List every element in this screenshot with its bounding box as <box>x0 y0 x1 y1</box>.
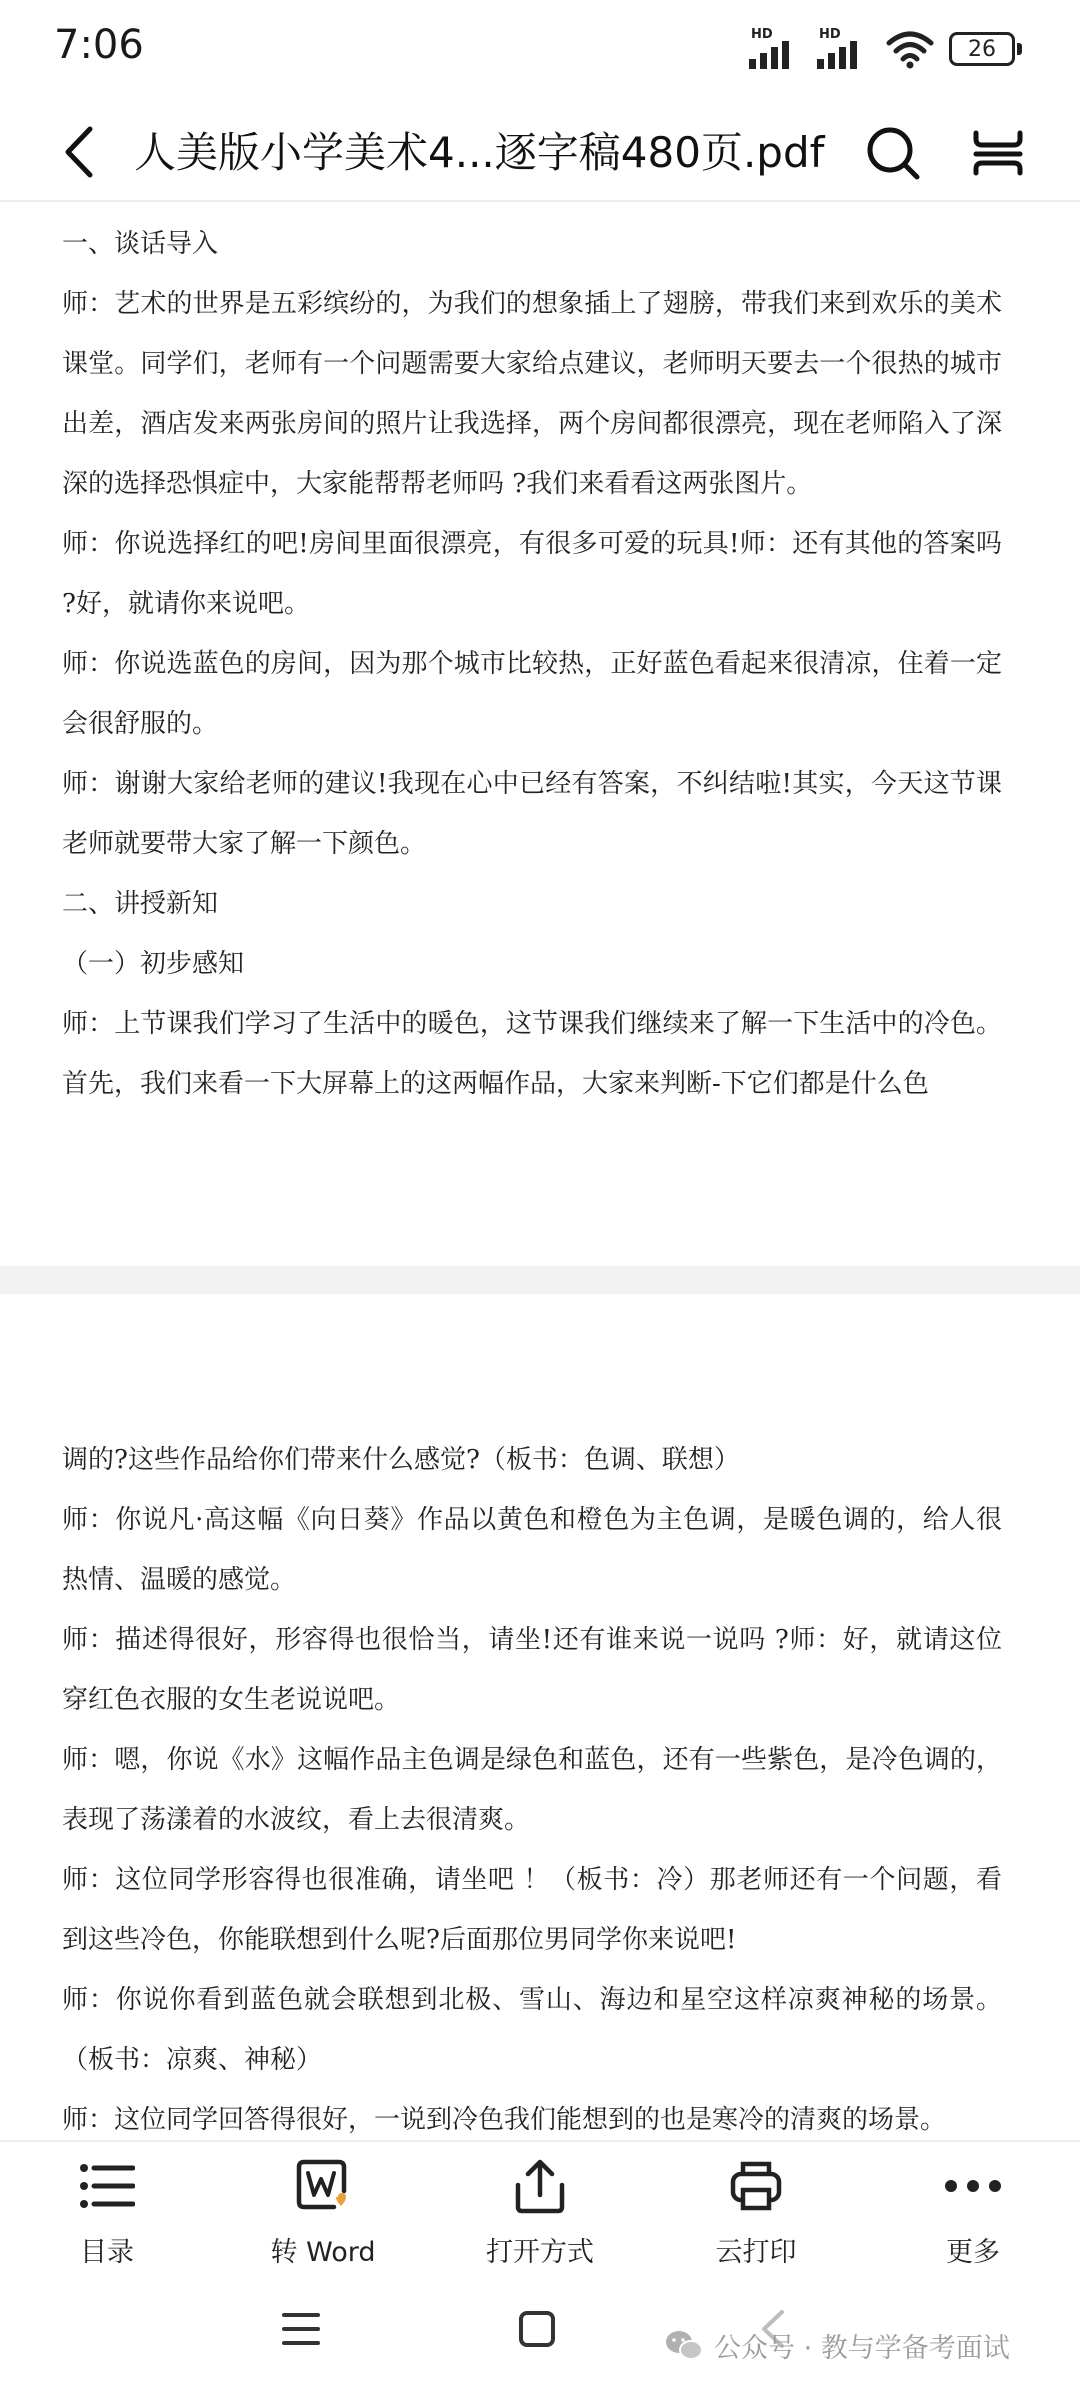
toolbar-label: 云打印 <box>715 2237 797 2268</box>
printer-icon <box>727 2158 785 2214</box>
document-paragraph: 师：嗯，你说《水》这幅作品主色调是绿色和蓝色，还有一些紫色，是冷色调的，表现了荡漾着的水波纹，看上去很清爽。 <box>62 1745 1002 1835</box>
recents-button[interactable] <box>266 2294 336 2364</box>
toolbar-label: 转 Word <box>270 2237 376 2268</box>
title-bar <box>0 100 1080 202</box>
document-paragraph: 师：这位同学回答得很好，一说到冷色我们能想到的也是寒冷的清爽的场景。 <box>62 2105 947 2135</box>
document-paragraph: 师：艺术的世界是五彩缤纷的，为我们的想象插上了翅膀，带我们来到欢乐的美术课堂。同学们，老师有一个问题需要大家给点建议，老师明天要去一个很热的城市出差，酒店发来两张房间的照片让我选择，两个房间都很漂亮，现在老师陷入了深深的选择恐惧症中，大家能帮帮老师吗 ?我们来看看这两张图片。 <box>62 289 1002 499</box>
watermark-text: 公众号 · 教与学备考面试 <box>714 2333 1010 2364</box>
document-paragraph: 师：这位同学形容得也很准确，请坐吧 ！（板书：冷）那老师还有一个问题，看到这些冷色，你能联想到什么呢?后面那位男同学你来说吧! <box>62 1865 1002 1955</box>
signal-icon <box>749 29 803 69</box>
document-title: 人美版小学美术4...逐字稿480页.pdf <box>134 128 825 177</box>
more-dots-icon <box>943 2178 1003 2194</box>
share-icon <box>512 2157 568 2215</box>
search-icon <box>865 125 921 181</box>
toolbar-label: 更多 <box>946 2237 1000 2268</box>
menu-button[interactable] <box>966 122 1030 184</box>
document-paragraph: 二、讲授新知 <box>62 889 219 919</box>
document-paragraph: （一）初步感知 <box>62 949 245 979</box>
status-time: 7:06 <box>54 22 144 68</box>
list-icon <box>79 2161 135 2211</box>
toolbar-label: 目录 <box>80 2237 134 2268</box>
system-nav-bar <box>0 2270 1080 2401</box>
more-button[interactable] <box>883 2142 1063 2272</box>
page-separator <box>0 1266 1080 1294</box>
search-button[interactable] <box>862 122 924 184</box>
battery-level: 26 <box>968 36 996 62</box>
network-type-label: HD <box>751 27 773 42</box>
document-page[interactable] <box>0 202 1080 1266</box>
document-paragraph: 师：上节课我们学习了生活中的暖色，这节课我们继续来了解一下生活中的冷色。首先，我们来看一下大屏幕上的这两幅作品，大家来判断-下它们都是什么色 <box>62 1009 1002 1099</box>
menu-icon <box>972 127 1024 179</box>
document-paragraph: 师：你说你看到蓝色就会联想到北极、雪山、海边和星空这样凉爽神秘的场景。（板书：凉爽、神秘） <box>62 1985 1002 2075</box>
watermark <box>664 2326 1010 2365</box>
cloud-print-button[interactable] <box>666 2142 846 2272</box>
wifi-icon <box>885 29 935 69</box>
bottom-toolbar <box>0 2140 1080 2272</box>
convert-word-button[interactable] <box>233 2142 413 2272</box>
status-icons <box>749 26 1022 72</box>
document-paragraph: 师：你说选蓝色的房间，因为那个城市比较热，正好蓝色看起来很清凉，住着一定会很舒服的。 <box>62 649 1002 739</box>
document-paragraph: 师：描述得很好，形容得也很恰当，请坐!还有谁来说一说吗 ?师：好，就请这位穿红色衣服的女生老说说吧。 <box>62 1625 1002 1715</box>
battery-icon <box>949 32 1022 66</box>
network-type-label: HD <box>819 27 841 42</box>
toolbar-label: 打开方式 <box>486 2237 594 2268</box>
document-paragraph: 调的?这些作品给你们带来什么感觉?（板书：色调、联想） <box>62 1445 740 1475</box>
document-paragraph: 一、谈话导入 <box>62 229 219 259</box>
home-icon <box>517 2309 557 2349</box>
open-with-button[interactable] <box>450 2142 630 2272</box>
wechat-icon <box>664 2329 704 2363</box>
recents-icon <box>281 2311 321 2347</box>
document-paragraph: 师：你说选择红的吧!房间里面很漂亮，有很多可爱的玩具!师：还有其他的答案吗 ?好，就请你来说吧。 <box>62 529 1002 619</box>
status-bar <box>0 0 1080 100</box>
page-content <box>62 1430 1002 2150</box>
document-paragraph: 师：谢谢大家给老师的建议!我现在心中已经有答案，不纠结啦!其实，今天这节课老师就要带大家了解一下颜色。 <box>62 769 1002 859</box>
home-button[interactable] <box>502 2294 572 2364</box>
document-page[interactable] <box>0 1294 1080 2140</box>
toc-button[interactable] <box>17 2142 197 2272</box>
convert-word-icon <box>294 2157 352 2215</box>
back-arrow-icon <box>60 125 100 179</box>
back-button[interactable] <box>50 122 110 182</box>
signal-icon <box>817 29 871 69</box>
page-content <box>62 214 1002 1114</box>
document-paragraph: 师：你说凡·高这幅《向日葵》作品以黄色和橙色为主色调，是暖色调的，给人很热情、温暖的感觉。 <box>62 1505 1002 1595</box>
